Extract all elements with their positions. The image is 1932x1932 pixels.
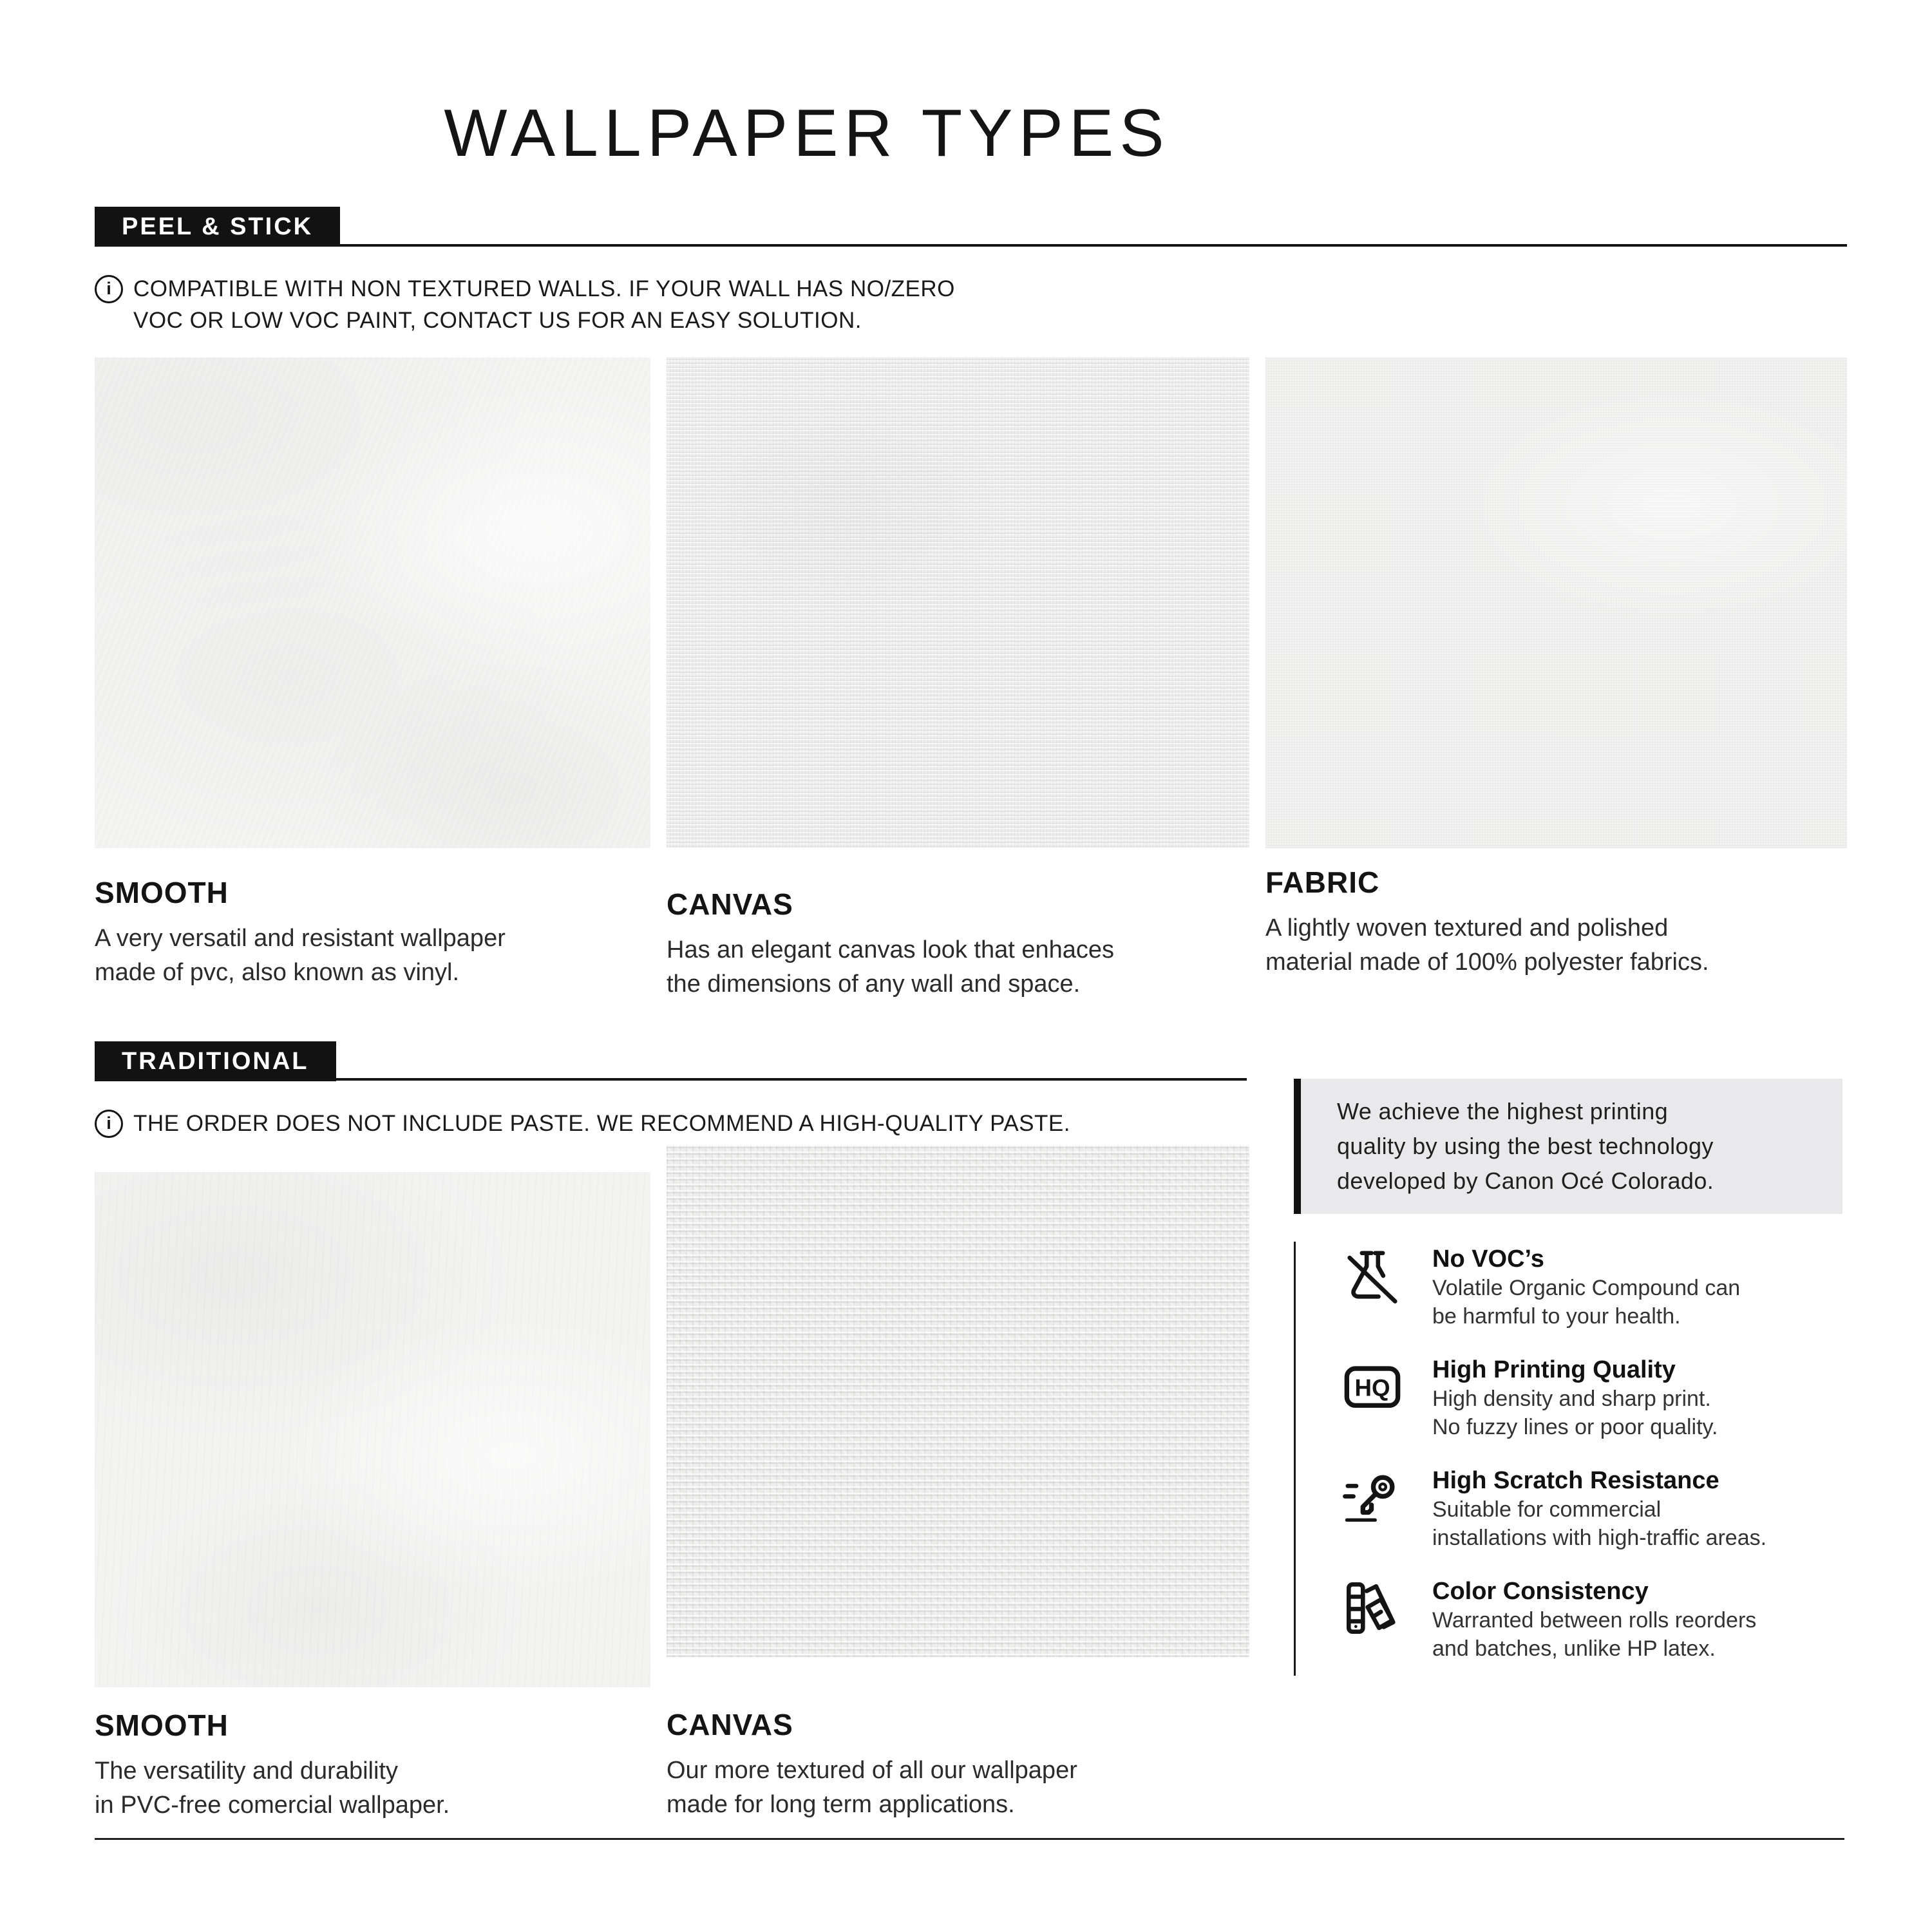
feature-color-consistency [1342, 1577, 1868, 1663]
printing-quality-callout [1294, 1079, 1842, 1214]
feature-text [1432, 1244, 1740, 1331]
feature-text [1432, 1466, 1766, 1552]
feature-line: High density and sharp print. [1432, 1387, 1711, 1411]
peel-and-stick-badge: PEEL & STICK [95, 207, 340, 247]
peel-note [95, 273, 955, 336]
peel-note-line: VOC OR LOW VOC PAINT, CONTACT US FOR AN EASY SOLUTION. [133, 308, 862, 333]
peel-note-line: COMPATIBLE WITH NON TEXTURED WALLS. IF YOUR WALL HAS NO/ZERO [133, 276, 955, 301]
feature-title: High Printing Quality [1432, 1356, 1676, 1383]
info-icon: i [95, 275, 123, 303]
traditional-swatch-smooth [95, 1172, 650, 1823]
quality-line: quality by using the best technology [1337, 1133, 1714, 1159]
desc-line: Our more textured of all our wallpaper [667, 1757, 1077, 1784]
swatch-description [95, 1754, 650, 1823]
canvas-texture-image [667, 357, 1249, 848]
traditional-note [95, 1108, 1070, 1139]
feature-list [1294, 1242, 1868, 1676]
swatch-title: FABRIC [1265, 866, 1380, 899]
feature-text [1432, 1355, 1718, 1441]
traditional-swatch-canvas [667, 1145, 1249, 1822]
swatch-description [667, 1754, 1249, 1822]
peel-swatch-smooth [95, 357, 650, 990]
desc-line: A very versatil and resistant wallpaper [95, 925, 506, 952]
smooth-texture-image [95, 1172, 650, 1687]
key-scratch-icon [1342, 1467, 1403, 1528]
canvas-texture-image [667, 1145, 1249, 1657]
feature-line: No fuzzy lines or poor quality. [1432, 1415, 1718, 1439]
swatch-title: SMOOTH [95, 876, 229, 909]
feature-line: be harmful to your health. [1432, 1304, 1681, 1329]
quality-line: We achieve the highest printing [1337, 1098, 1669, 1124]
quality-line: developed by Canon Océ Colorado. [1337, 1168, 1714, 1194]
no-voc-flask-icon [1342, 1245, 1403, 1306]
swatch-title: CANVAS [667, 887, 793, 921]
peel-note-text [133, 273, 955, 336]
peel-swatch-canvas [667, 357, 1249, 1001]
page-title: WALLPAPER TYPES [444, 96, 1170, 171]
desc-line: A lightly woven textured and polished [1265, 914, 1669, 942]
feature-title: High Scratch Resistance [1432, 1467, 1719, 1494]
feature-high-printing-quality [1342, 1355, 1868, 1441]
desc-line: The versatility and durability [95, 1757, 398, 1785]
feature-high-scratch-resistance [1342, 1466, 1868, 1552]
feature-line: installations with high-traffic areas. [1432, 1526, 1767, 1550]
traditional-note-text [133, 1108, 1070, 1139]
svg-text:HQ: HQ [1354, 1374, 1390, 1401]
desc-line: the dimensions of any wall and space. [667, 971, 1081, 998]
desc-line: material made of 100% polyester fabrics. [1265, 949, 1709, 976]
swatch-title: SMOOTH [95, 1709, 229, 1742]
feature-line: Suitable for commercial [1432, 1497, 1662, 1522]
info-icon: i [95, 1110, 123, 1138]
feature-line: and batches, unlike HP latex. [1432, 1636, 1716, 1661]
color-swatchbook-icon [1342, 1578, 1403, 1638]
traditional-badge: TRADITIONAL [95, 1041, 336, 1081]
swatch-description [95, 922, 650, 990]
fabric-texture-image [1265, 357, 1847, 848]
desc-line: made of pvc, also known as vinyl. [95, 959, 460, 986]
peel-swatch-fabric [1265, 357, 1847, 980]
smooth-texture-image [95, 357, 650, 848]
swatch-description [1265, 911, 1847, 980]
hq-badge-icon [1342, 1356, 1403, 1417]
desc-line: Has an elegant canvas look that enhaces [667, 936, 1115, 963]
feature-title: Color Consistency [1432, 1578, 1649, 1605]
swatch-description [667, 933, 1249, 1001]
feature-title: No VOC’s [1432, 1245, 1544, 1273]
footer-rule [95, 1838, 1844, 1840]
desc-line: in PVC-free comercial wallpaper. [95, 1792, 450, 1819]
desc-line: made for long term applications. [667, 1791, 1015, 1818]
traditional-note-line: THE ORDER DOES NOT INCLUDE PASTE. WE RECOMMEND A HIGH-QUALITY PASTE. [133, 1111, 1070, 1136]
feature-no-vocs [1342, 1244, 1868, 1331]
traditional-section-rule [95, 1078, 1247, 1081]
feature-line: Volatile Organic Compound can [1432, 1276, 1741, 1300]
peel-section-rule [95, 244, 1847, 247]
feature-line: Warranted between rolls reorders [1432, 1608, 1757, 1633]
swatch-title: CANVAS [667, 1708, 793, 1741]
feature-text [1432, 1577, 1756, 1663]
